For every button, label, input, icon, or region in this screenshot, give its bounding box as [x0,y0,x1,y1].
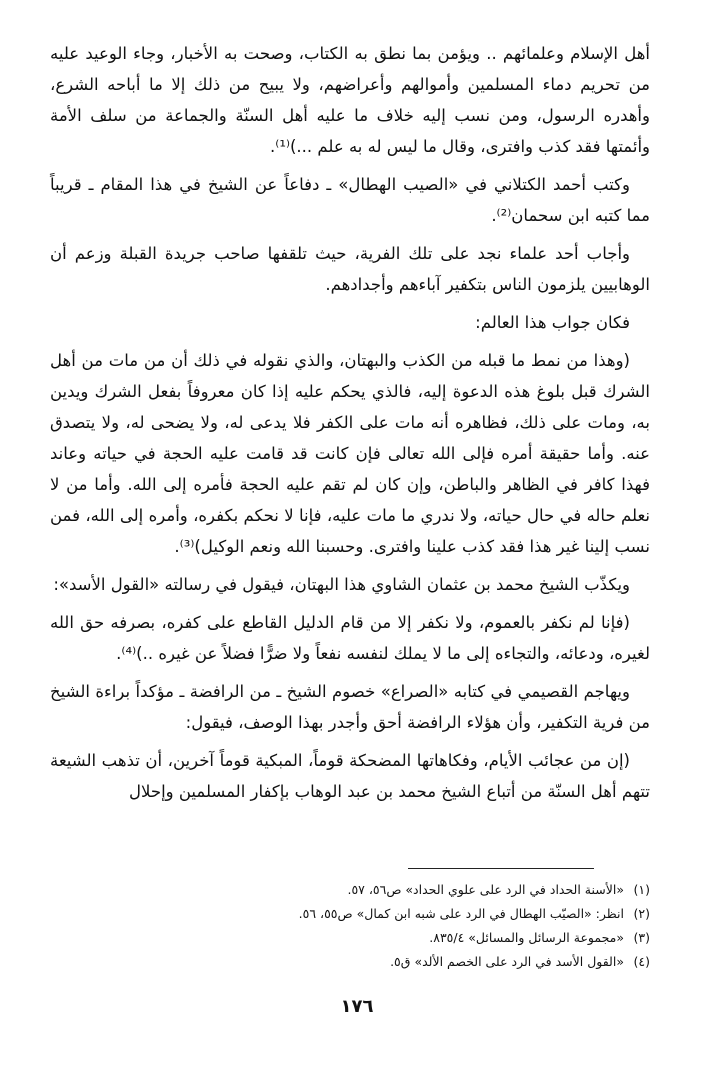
paragraph-7: (فإنا لم نكفر بالعموم، ولا نكفر إلا من قام الدليل القاطع على كفره، بصرفه حق الله لغيره، ودعائه، والتجاءه إلى ما لا يملك لنفسه نفعاً ولا ضرًّا فضلاً عن غيره ..)⁽⁴⁾. [50,613,650,663]
page-number: ١٧٦ [340,996,374,1017]
footnote-1 [50,878,650,902]
footnotes [50,878,650,974]
footnote-number: (٤) [633,954,650,969]
footnote-separator [408,868,594,869]
paragraph-9: (إن من عجائب الأيام، وفكاهاتها المضحكة قوماً، المبكية قوماً آخرين، أن تذهب الشيعة تتهم أهل السنّة من أتباع الشيخ محمد بن عبد الوهاب بإكفار المسلمين وإحلال [50,751,650,801]
paragraph-1: أهل الإسلام وعلمائهم .. ويؤمن بما نطق به الكتاب، وصحت به الأخبار، وجاء الوعيد عليه من تحريم دماء المسلمين وأموالهم وأعراضهم، ولا يبيح من ذلك إلا ما أباحه الشرع، وأهدره الرسول، ومن نسب إليه خلاف ما عليه أهل السنّة والجماعة من سلف الأمة وأئمتها فقد كذب وافترى، وقال ما ليس له به علم ...)⁽¹⁾. [50,44,650,156]
footnote-number: (٣) [633,930,650,945]
paragraph-8: ويهاجم القصيمي في كتابه «الصراع» خصوم الشيخ ـ من الرافضة ـ مؤكداً براءة الشيخ من فرية التكفير، وأن هؤلاء الرافضة أحق وأجدر بهذا الوصف، فيقول: [50,682,650,732]
footnote-3 [50,926,650,950]
footnote-number: (١) [633,882,650,897]
paragraph-4: فكان جواب هذا العالم: [475,313,630,332]
paragraph-2: وكتب أحمد الكتلاني في «الصيب الهطال» ـ دفاعاً عن الشيخ في هذا المقام ـ قريباً مما كتبه ابن سحمان⁽²⁾. [50,175,650,225]
footnote-2 [50,902,650,926]
paragraph-5: (وهذا من نمط ما قبله من الكذب والبهتان، والذي نقوله في ذلك أن من مات من أهل الشرك قبل بلوغ هذه الدعوة إليه، فالذي يحكم عليه إذا كان معروفاً بفعل الشرك ويدين به، ومات على ذلك، فظاهره أنه مات على الكفر فلا يدعى له، ولا يضحى له، ولا يتصدق عنه. وأما حقيقة أمره فإلى الله تعالى فإن كانت قد قامت عليه الحجة في حياته وعاند فهذا كافر في الظاهر والباطن، وإن كان لم تقم عليه الحجة فأمره إلى الله. وأما من لا نعلم حاله في حال حياته، ولا ندري ما مات عليه، فإنا لا نحكم بكفره، وأمره إلى الله، فمن نسب إلينا غير هذا فقد كذب علينا وافترى. وحسبنا الله ونعم الوكيل)⁽³⁾. [50,351,650,556]
footnote-text: انظر: «الصيّب الهطال في الرد على شبه ابن كمال» ص٥٥، ٥٦. [298,906,624,921]
footnote-text: «القول الأسد في الرد على الخصم الألد» ق٥. [390,954,624,969]
body-text [50,38,650,814]
footnote-number: (٢) [633,906,650,921]
paragraph-6: ويكذّب الشيخ محمد بن عثمان الشاوي هذا البهتان، فيقول في رسالته «القول الأسد»: [53,575,630,594]
footnote-text: «الأسنة الحداد في الرد على علوي الحداد» ص٥٦، ٥٧. [347,882,624,897]
footnote-text: «مجموعة الرسائل والمسائل» ٨٣٥/٤. [429,930,624,945]
footnote-4 [50,950,650,974]
paragraph-3: وأجاب أحد علماء نجد على تلك الفرية، حيث تلقفها صاحب جريدة القبلة وزعم أن الوهابيين يلزمون الناس بتكفير آباءهم وأجدادهم. [50,244,650,294]
